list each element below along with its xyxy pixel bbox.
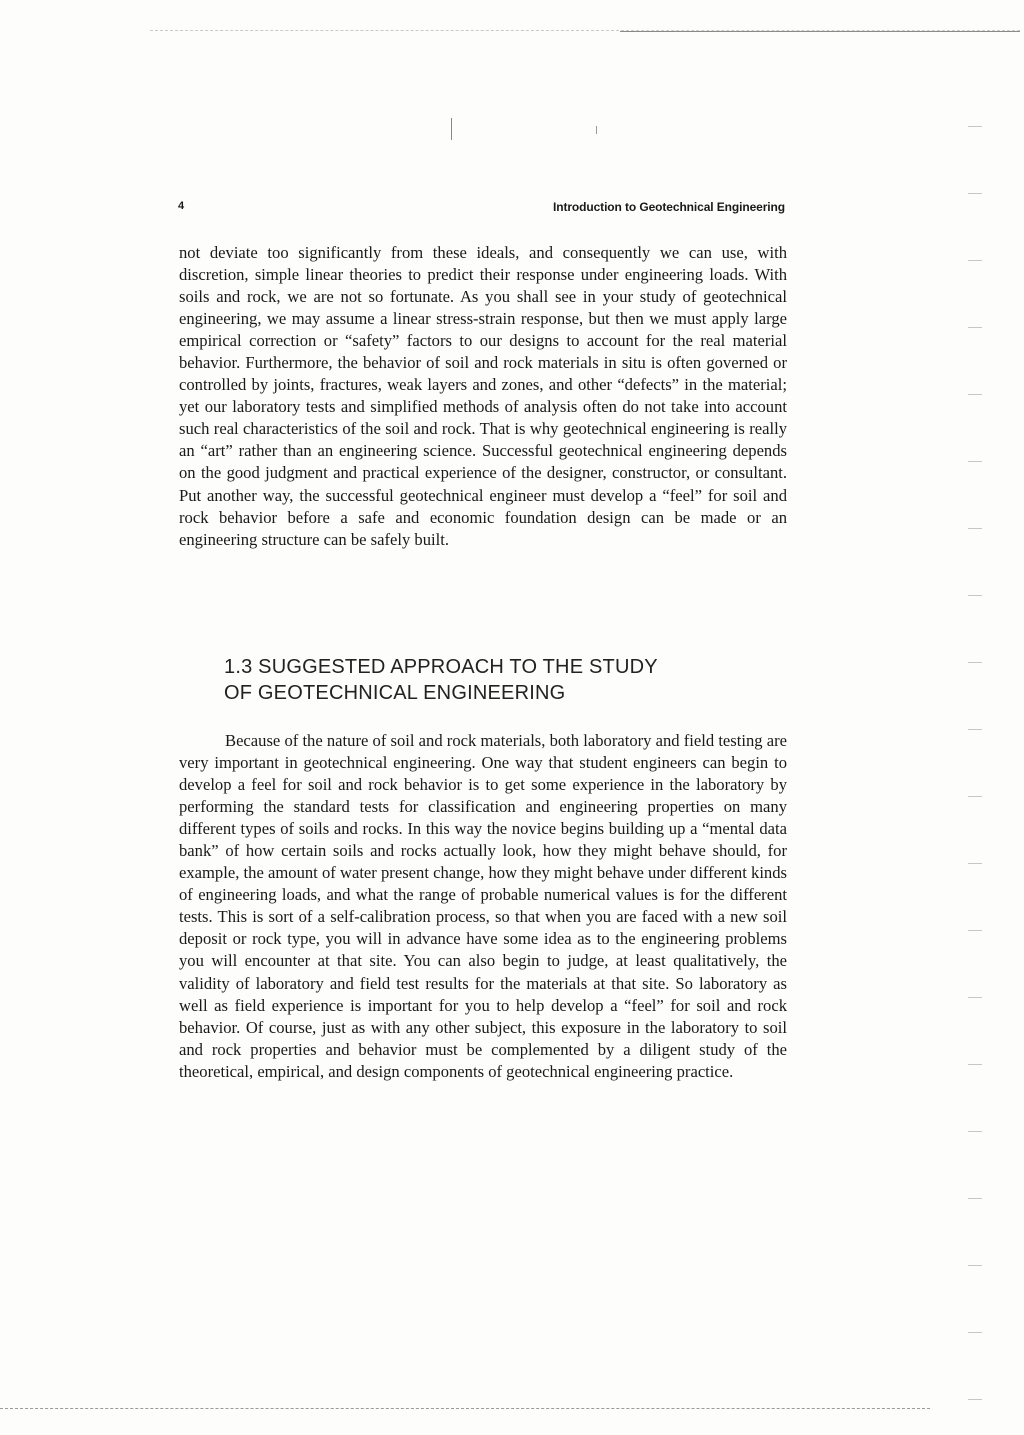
- section-heading-line: 1.3 SUGGESTED APPROACH TO THE STUDY: [224, 656, 658, 678]
- scan-artifact: [451, 118, 452, 140]
- scan-edge-bottom: [0, 1408, 930, 1409]
- scan-edge-top-line: [620, 31, 1020, 32]
- page-header: [178, 200, 785, 218]
- scan-margin-marks: [968, 60, 982, 1420]
- scan-artifact: [596, 126, 597, 134]
- body-paragraph: not deviate too significantly from these ideals, and consequently we can use, with discretion, simple linear theories to predict their response under engineering loads. With soils and rock, we are not so fortunate. As you shall see in your study of geotechnical engineering, we may assume a linear stress-strain response, but then we must apply large empirical correction or “safety” factors to our designs to account for the real material behavior. Furthermore, the behavior of soil and rock materials in situ is often governed or controlled by joints, fractures, weak layers and zones, and other “defects” in the material; yet our laboratory tests and simplified methods of analysis often do not take into account such real characteristics of the soil and rock. That is why geotechnical engineering is really an “art” rather than an engineering science. Successful geotechnical engineering depends on the good judgment and practical experience of the designer, constructor, or consultant. Put another way, the successful geotechnical engineer must develop a “feel” for soil and rock behavior before a safe and economic foundation design can be made or an engineering structure can be safely built.: [179, 243, 787, 549]
- running-head: Introduction to Geotechnical Engineering: [552, 200, 785, 214]
- body-paragraph: Because of the nature of soil and rock materials, both laboratory and field testing are very important in geotechnical engineering. One way that student engineers can begin to develop a feel for soil and rock behavior is to get some experience in the laboratory by performing the standard tests for classification and engineering properties on many different types of soils and rocks. In this way the novice begins building up a “mental data bank” of how certain soils and rocks actually look, how they might behave should, for example, the amount of water present change, how they might behave under different kinds of engineering loads, and what the range of probable numerical values is for the different tests. This is sort of a self-calibration process, so that when you are faced with a new soil deposit or rock type, you will in advance have some idea as to the engineering problems you will encounter at that site. You can also begin to judge, at least qualitatively, the validity of laboratory and field test results for the materials at that site. So laboratory as well as field experience is important for you to help develop a “feel” for soil and rock behavior. Of course, just as with any other subject, this exposure in the laboratory to soil and rock properties and behavior must be complemented by a diligent study of the theoretical, empirical, and design components of geotechnical engineering practice.: [179, 731, 787, 1081]
- section-heading: [224, 654, 784, 706]
- page-number: 4: [178, 200, 185, 212]
- section-heading-line: OF GEOTECHNICAL ENGINEERING: [224, 682, 566, 704]
